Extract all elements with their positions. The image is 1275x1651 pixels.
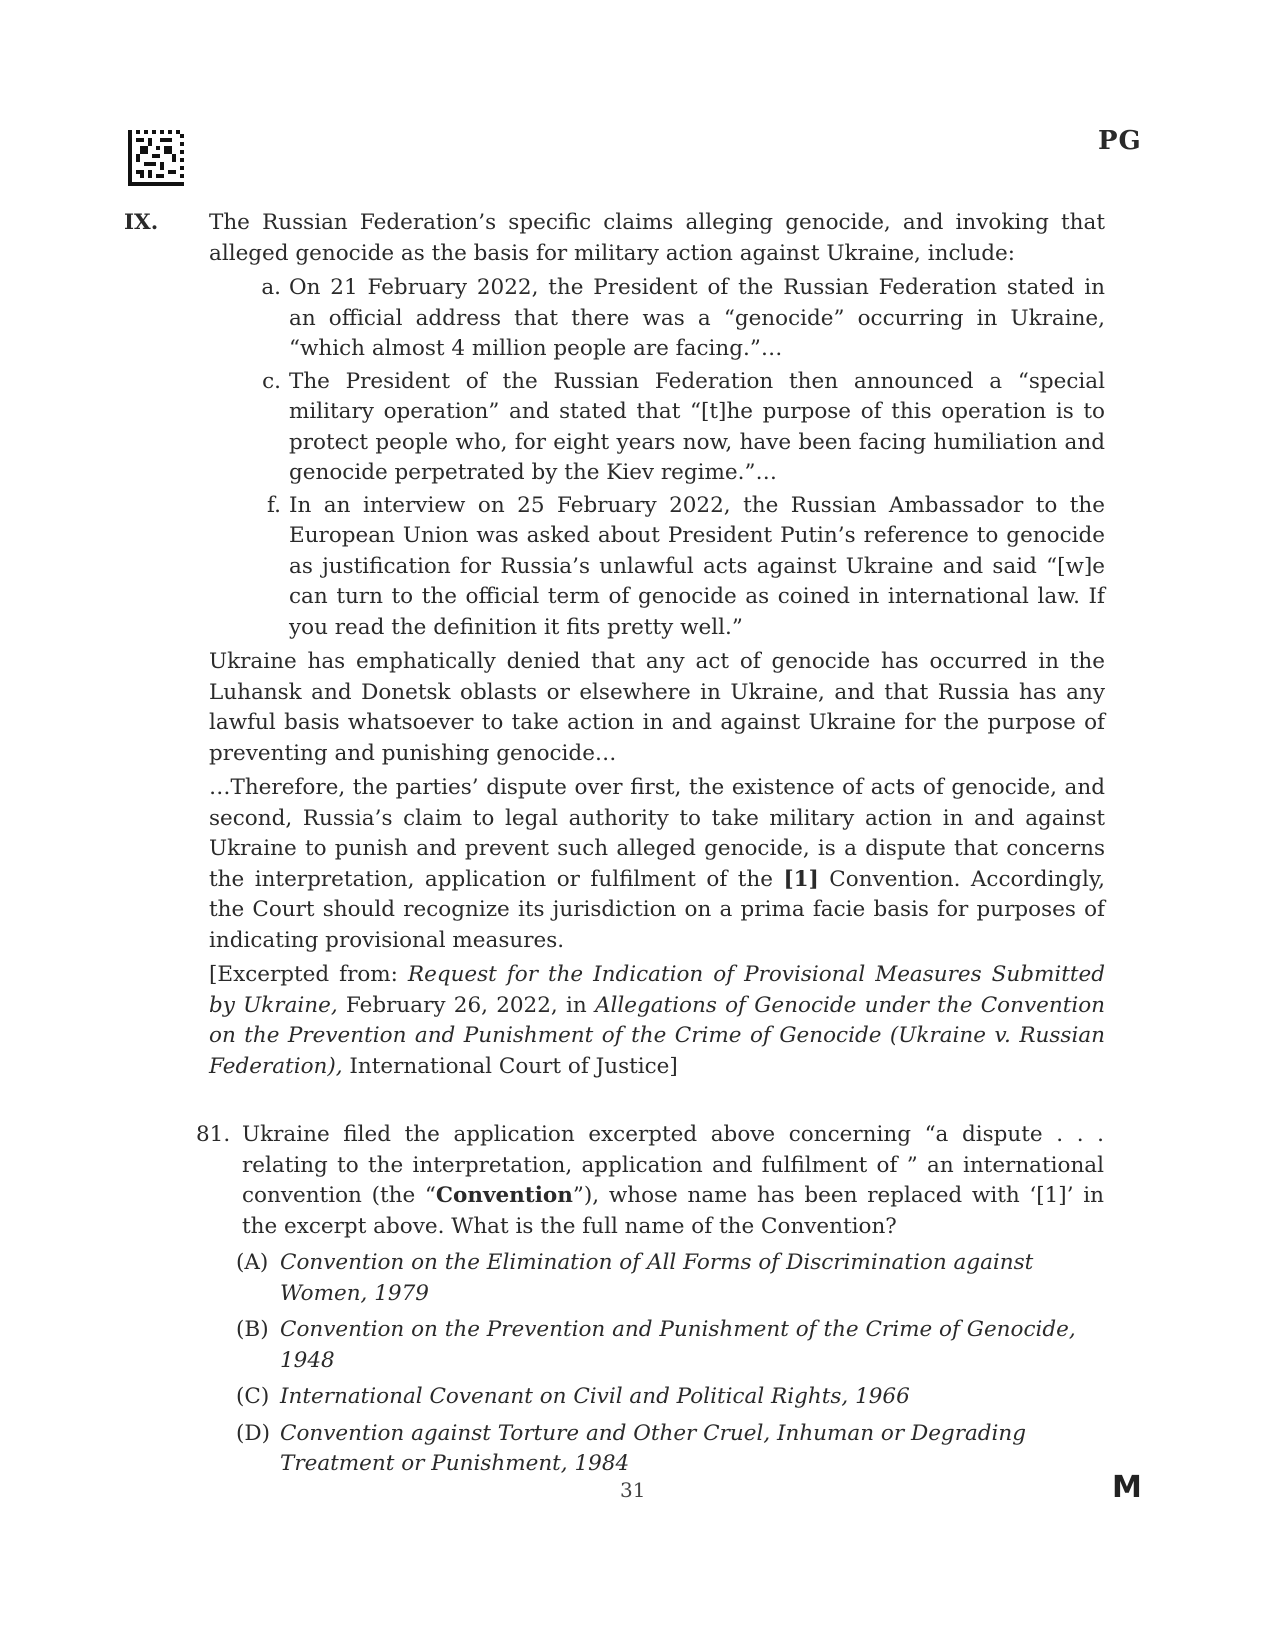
option-c[interactable] [236,1382,1104,1413]
paragraph-dispute-start: …Therefore, the parties’ dispute over first, the existence of acts of genocide, and second, Russia’s claim to legal authority to take military action in and against Ukraine to punish and prevent such alleged genocide, is a dispute that concerns the interpretation, application or fulfilment of the [209,775,1105,892]
question-81 [196,1120,1104,1486]
paragraph-denial: Ukraine has emphatically denied that any act of genocide has occurred in the Luhansk and Donetsk oblasts or elsewhere in Ukraine, and that Russia has any lawful basis whatsoever to take action in and against Ukraine for the purpose of preventing and punishing genocide… [209,649,1105,766]
option-label: (D) [236,1420,271,1446]
question-text [242,1120,1104,1242]
page-number: 31 [620,1478,646,1502]
citation-suffix: International Court of Justice] [342,1053,678,1079]
citation-title-request: Request for the Indication of Provisional Measures Submitted by Ukraine, [209,962,1106,1018]
claims-list [209,273,1105,643]
paragraph-dispute-end: Convention. Accordingly, the Court should recognize its jurisdiction on a prima facie basis for purposes of indicating provisional measures. [209,866,1105,953]
paper-code: PG [1098,126,1142,156]
citation-prefix: [Excerpted from: [209,962,408,987]
option-b[interactable] [236,1315,1104,1376]
booklet-series: M [1112,1470,1142,1505]
option-d[interactable] [236,1419,1104,1480]
list-item [209,367,1105,489]
list-marker: f. [266,492,281,518]
list-text: The President of the Russian Federation then announced a “special military operation” and stated that “[t]he purpose of this operation is to protect people who, for eight years now, have been facing humiliation and genocide perpetrated by the Kiev regime.”… [289,368,1105,485]
question-term: Convention [435,1183,573,1208]
option-text: Convention against Torture and Other Cruel, Inhuman or Degrading Treatment or Punishment, 1984 [280,1420,1027,1476]
citation-title-case: Allegations of Genocide under the Convention on the Prevention and Punishment of the Crime of Genocide (Ukraine v. Russian Federation), [209,992,1106,1079]
list-text: In an interview on 25 February 2022, the Russian Ambassador to the European Union was asked about President Putin’s reference to genocide as justification for Russia’s unlawful acts against Ukraine and said “[w]e can turn to the official term of genocide as coined in international law. If you read the definition it fits pretty well.” [289,492,1105,640]
section-intro: The Russian Federation’s specific claims alleging genocide, and invoking that alleged genocide as the basis for military action against Ukraine, include: [209,210,1105,266]
option-label: (A) [236,1250,269,1275]
question-text-start: Ukraine filed the application excerpted above concerning “a dispute . . . relating to the interpretation, application and fulfilment of ” an international convention (the “ [242,1122,1104,1208]
option-a[interactable] [236,1248,1104,1309]
question-number: 81. [196,1122,231,1147]
source-citation [209,960,1105,1082]
list-marker: c. [262,368,281,394]
list-text: On 21 February 2022, the President of the Russian Federation stated in an official address that there was a “genocide” occurring in Ukraine, “which almost 4 million people are facing.”… [289,275,1105,361]
question-stem [196,1120,1104,1242]
list-item [209,491,1105,644]
option-label: (B) [236,1317,269,1342]
option-text: International Covenant on Civil and Political Rights, 1966 [280,1384,910,1409]
section-number: IX. [124,210,159,235]
list-marker: a. [261,275,281,300]
blank-marker: [1] [783,866,819,892]
list-item [209,273,1105,365]
excerpt-section [124,208,1104,1082]
paragraph-dispute [209,773,1105,956]
qr-code [128,130,184,186]
option-text: Convention on the Elimination of All Forms of Discrimination against Women, 1979 [280,1250,1034,1306]
option-label: (C) [236,1384,270,1409]
section-body [209,208,1105,1082]
answer-options [236,1248,1104,1480]
option-text: Convention on the Prevention and Punishment of the Crime of Genocide, 1948 [280,1317,1076,1373]
question-text-end: ”), whose name has been replaced with ‘[1]’ in the excerpt above. What is the full name of the Convention? [242,1183,1104,1239]
citation-middle: February 26, 2022, in [337,992,595,1018]
